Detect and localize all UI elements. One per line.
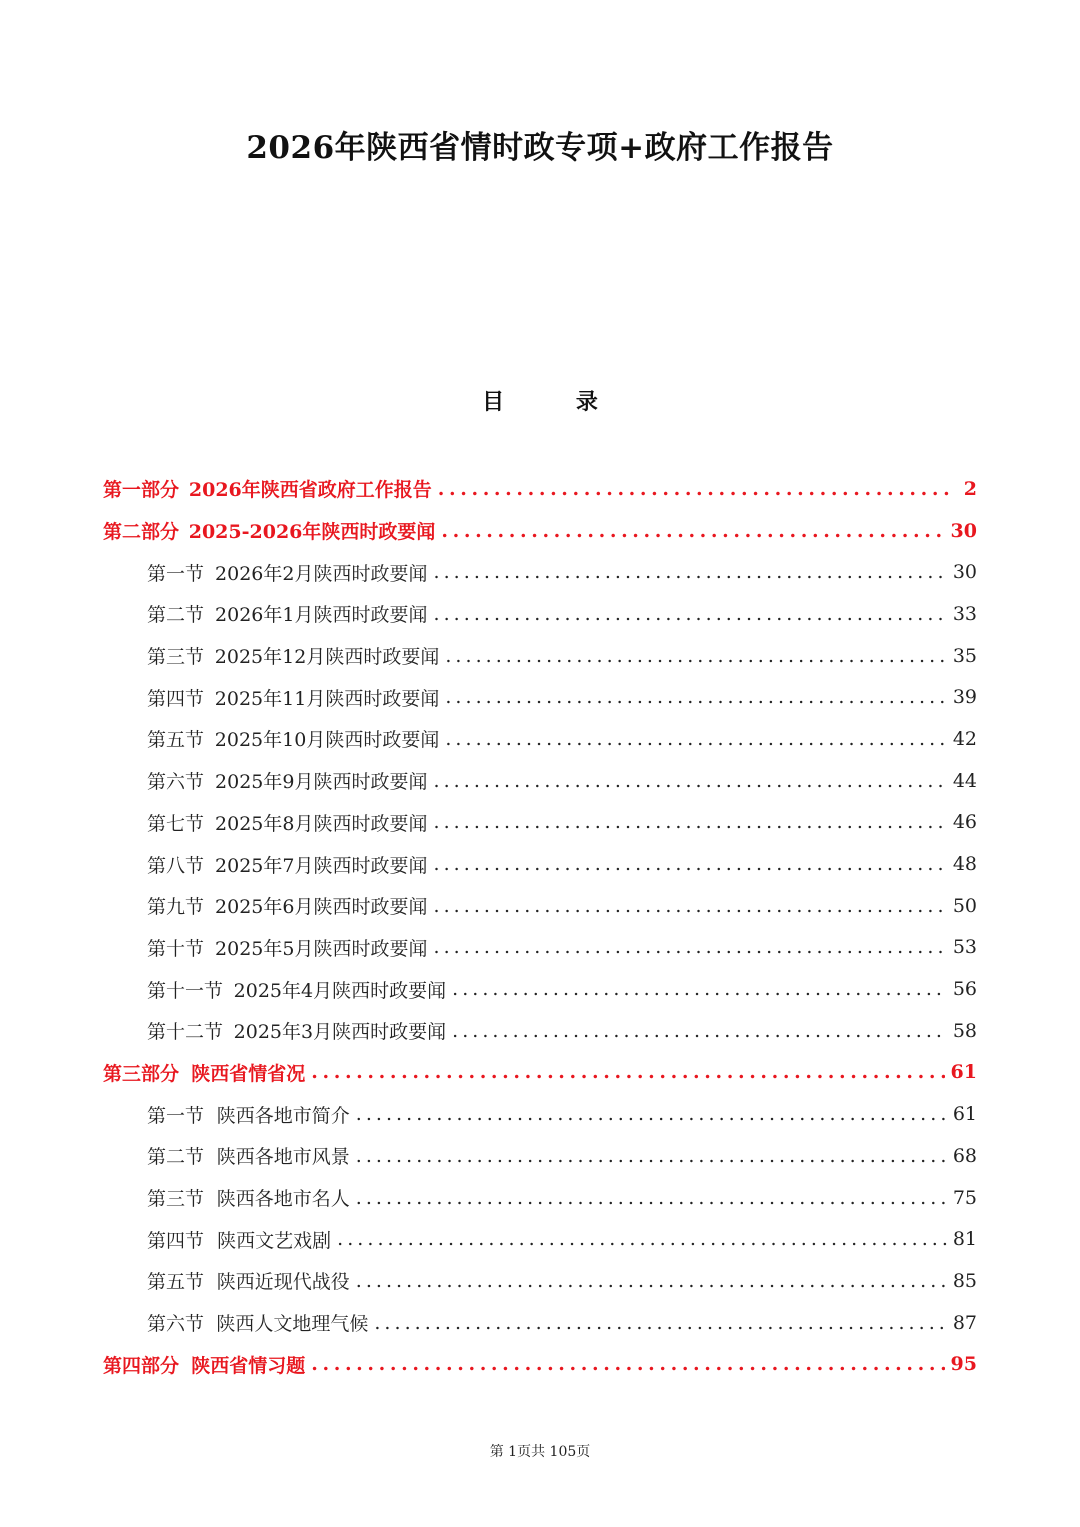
toc-dot-leader [441, 520, 944, 542]
toc-entry-title: 2025年12月陕西时政要闻 [214, 646, 440, 669]
toc-page-number: 58 [952, 1019, 977, 1042]
toc-entry-title: 2026年陕西省政府工作报告 [188, 479, 432, 502]
toc-entry-label: 第三节 [147, 1188, 205, 1211]
toc-entry-label: 第二节 [147, 1146, 205, 1169]
toc-entry-label: 第四节 [147, 1229, 205, 1252]
toc-entry-title: 2025年11月陕西时政要闻 [214, 687, 440, 710]
toc-entry-label: 第四部分 [103, 1354, 180, 1377]
toc-section-entry[interactable] [103, 593, 977, 635]
toc-page-number: 33 [952, 602, 977, 625]
toc-entry-title: 2025年8月陕西时政要闻 [215, 812, 428, 835]
toc-dot-leader [434, 853, 947, 875]
toc-section-entry[interactable] [103, 927, 977, 969]
toc-dot-leader [434, 561, 947, 583]
toc-entry-title: 陕西各地市风景 [216, 1146, 350, 1169]
toc-entry-label: 第一节 [147, 1104, 205, 1127]
toc-page-number: 50 [952, 894, 977, 917]
toc-page-number: 68 [952, 1144, 977, 1167]
toc-dot-leader [434, 770, 947, 792]
toc-section-entry[interactable] [103, 802, 977, 844]
toc-section-entry[interactable] [103, 1010, 977, 1052]
toc-part-entry[interactable] [103, 1052, 977, 1094]
toc-page-number: 30 [952, 561, 977, 584]
toc-section-entry[interactable] [103, 1135, 977, 1177]
toc-section-entry[interactable] [103, 885, 977, 927]
toc-page-number: 42 [952, 727, 977, 750]
toc-page-number: 2 [963, 477, 977, 500]
toc-section-entry[interactable] [103, 968, 977, 1010]
toc-section-entry[interactable] [103, 760, 977, 802]
toc-entry-title: 2025年6月陕西时政要闻 [215, 896, 428, 919]
toc-entry-title: 陕西各地市简介 [216, 1104, 350, 1127]
toc-entry-label: 第二部分 [103, 521, 180, 544]
toc-entry-label: 第二节 [147, 604, 205, 627]
toc-entry-title: 2025年10月陕西时政要闻 [214, 729, 440, 752]
toc-entry-title: 2025年5月陕西时政要闻 [215, 937, 428, 960]
toc-heading: 目 录 [482, 389, 630, 415]
toc-part-entry[interactable] [103, 468, 977, 510]
toc-dot-leader [434, 603, 947, 625]
toc-entry-title: 陕西各地市名人 [216, 1188, 350, 1211]
toc-dot-leader [356, 1270, 947, 1292]
toc-entry-label: 第九节 [147, 896, 205, 919]
toc-entry-title: 陕西省情习题 [191, 1354, 306, 1377]
toc-entry-title: 陕西人文地理气候 [216, 1313, 369, 1336]
toc-page-number: 85 [952, 1269, 977, 1292]
toc-entry-label: 第十节 [147, 937, 205, 960]
toc-section-entry[interactable] [103, 635, 977, 677]
toc-page-number: 53 [952, 936, 977, 959]
toc-entry-title: 2026年1月陕西时政要闻 [215, 604, 428, 627]
toc-page-number: 35 [952, 644, 977, 667]
toc-section-entry[interactable] [103, 718, 977, 760]
toc-section-entry[interactable] [103, 1260, 977, 1302]
toc-section-entry[interactable] [103, 1093, 977, 1135]
toc-page-number: 46 [952, 811, 977, 834]
toc-entry-label: 第一部分 [103, 479, 180, 502]
toc-entry-label: 第四节 [147, 687, 205, 710]
toc-dot-leader [374, 1312, 946, 1334]
toc-entry-label: 第十一节 [147, 979, 224, 1002]
toc-page-number: 61 [950, 1061, 977, 1084]
toc-entry-label: 第五节 [147, 729, 205, 752]
toc-entry-label: 第七节 [147, 812, 205, 835]
toc-page-number: 81 [952, 1228, 977, 1251]
toc-entry-label: 第三节 [147, 646, 205, 669]
toc-part-entry[interactable] [103, 1343, 977, 1385]
toc-entry-label: 第六节 [147, 1313, 205, 1336]
toc-entry-title: 陕西文艺戏剧 [217, 1229, 332, 1252]
toc-entry-title: 陕西省情省况 [191, 1062, 306, 1085]
toc-page-number: 75 [952, 1186, 977, 1209]
toc-section-entry[interactable] [103, 1177, 977, 1219]
toc-dot-leader [438, 478, 949, 500]
toc-dot-leader [452, 1020, 947, 1042]
toc-entry-label: 第三部分 [103, 1062, 180, 1085]
toc-entry-title: 2025年3月陕西时政要闻 [233, 1021, 447, 1044]
toc-page-number: 48 [952, 853, 977, 876]
toc-part-entry[interactable] [103, 510, 977, 552]
toc-entry-title: 2025-2026年陕西时政要闻 [188, 521, 436, 544]
toc-dot-leader [311, 1353, 944, 1375]
toc-entry-label: 第一节 [147, 562, 205, 585]
toc-dot-leader [311, 1061, 944, 1083]
toc-page-number: 87 [952, 1311, 977, 1334]
toc-dot-leader [356, 1187, 947, 1209]
toc-page-number: 61 [952, 1103, 977, 1126]
toc-dot-leader [445, 728, 946, 750]
toc-entry-title: 2025年9月陕西时政要闻 [215, 771, 428, 794]
toc-entry-title: 2025年4月陕西时政要闻 [233, 979, 447, 1002]
toc-entry-label: 第十二节 [147, 1021, 224, 1044]
toc-dot-leader [445, 645, 946, 667]
toc-dot-leader [452, 978, 947, 1000]
toc-dot-leader [434, 895, 947, 917]
toc-entry-label: 第六节 [147, 771, 205, 794]
toc-page-number: 95 [950, 1353, 977, 1376]
toc-dot-leader [434, 936, 947, 958]
toc-dot-leader [356, 1103, 947, 1125]
toc-section-entry[interactable] [103, 1218, 977, 1260]
toc-entry-label: 第五节 [147, 1271, 205, 1294]
toc-dot-leader [356, 1145, 947, 1167]
toc-page-number: 39 [952, 686, 977, 709]
toc-entry-title: 陕西近现代战役 [216, 1271, 350, 1294]
toc-section-entry[interactable] [103, 551, 977, 593]
page-footer: 第 1页共 105页 [489, 1444, 591, 1460]
toc-dot-leader [434, 811, 947, 833]
toc-entry-label: 第八节 [147, 854, 205, 877]
toc-section-entry[interactable] [103, 1302, 977, 1344]
toc-dot-leader [337, 1228, 947, 1250]
table-of-contents [103, 468, 977, 1385]
toc-page-number: 56 [952, 978, 977, 1001]
toc-section-entry[interactable] [103, 843, 977, 885]
toc-entry-title: 2026年2月陕西时政要闻 [215, 562, 428, 585]
toc-section-entry[interactable] [103, 676, 977, 718]
document-title: 2026年陕西省情时政专项+政府工作报告 [246, 130, 834, 166]
toc-page-number: 30 [950, 519, 977, 542]
toc-page-number: 44 [952, 769, 977, 792]
toc-dot-leader [445, 686, 946, 708]
toc-entry-title: 2025年7月陕西时政要闻 [215, 854, 428, 877]
